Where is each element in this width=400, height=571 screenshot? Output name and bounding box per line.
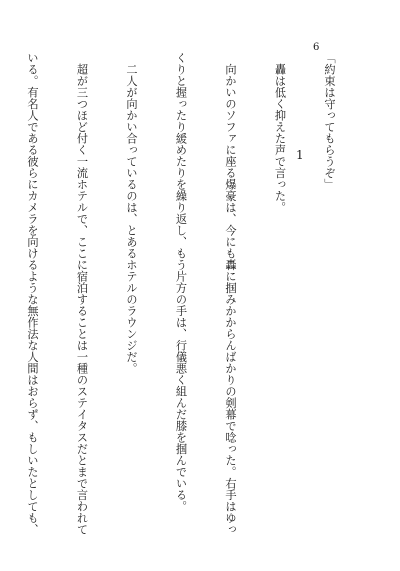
text-line: くりと握ったり緩めたりを繰り返し、もう片方の手は、行儀悪く組んだ膝を掴んでいる。: [174, 52, 188, 512]
text-line: 二人が向かい合っているのは、とあるホテルのラウンジだ。: [125, 52, 138, 374]
body-text: [26, 52, 370, 550]
text-line: 轟は低く抑えた声で言った。: [273, 52, 287, 213]
text-line: いる。有名人である彼らにカメラを向けるような無作法な人間はおらず、もしいたとしても、: [26, 52, 39, 535]
chapter-number: 1: [296, 148, 304, 162]
text-line: 「約束は守ってもらうぞ」: [323, 52, 336, 190]
text-line: 向かいのソファに座る爆豪は、今にも轟に掴みかからんばかりの剣幕で唸った。右手はゆっ: [224, 52, 237, 535]
text-line: 超が三つほど付く一流ホテルで、ここに宿泊することは一種のステイタスだとまで言われて: [75, 52, 89, 535]
page-number: 6: [313, 42, 320, 53]
